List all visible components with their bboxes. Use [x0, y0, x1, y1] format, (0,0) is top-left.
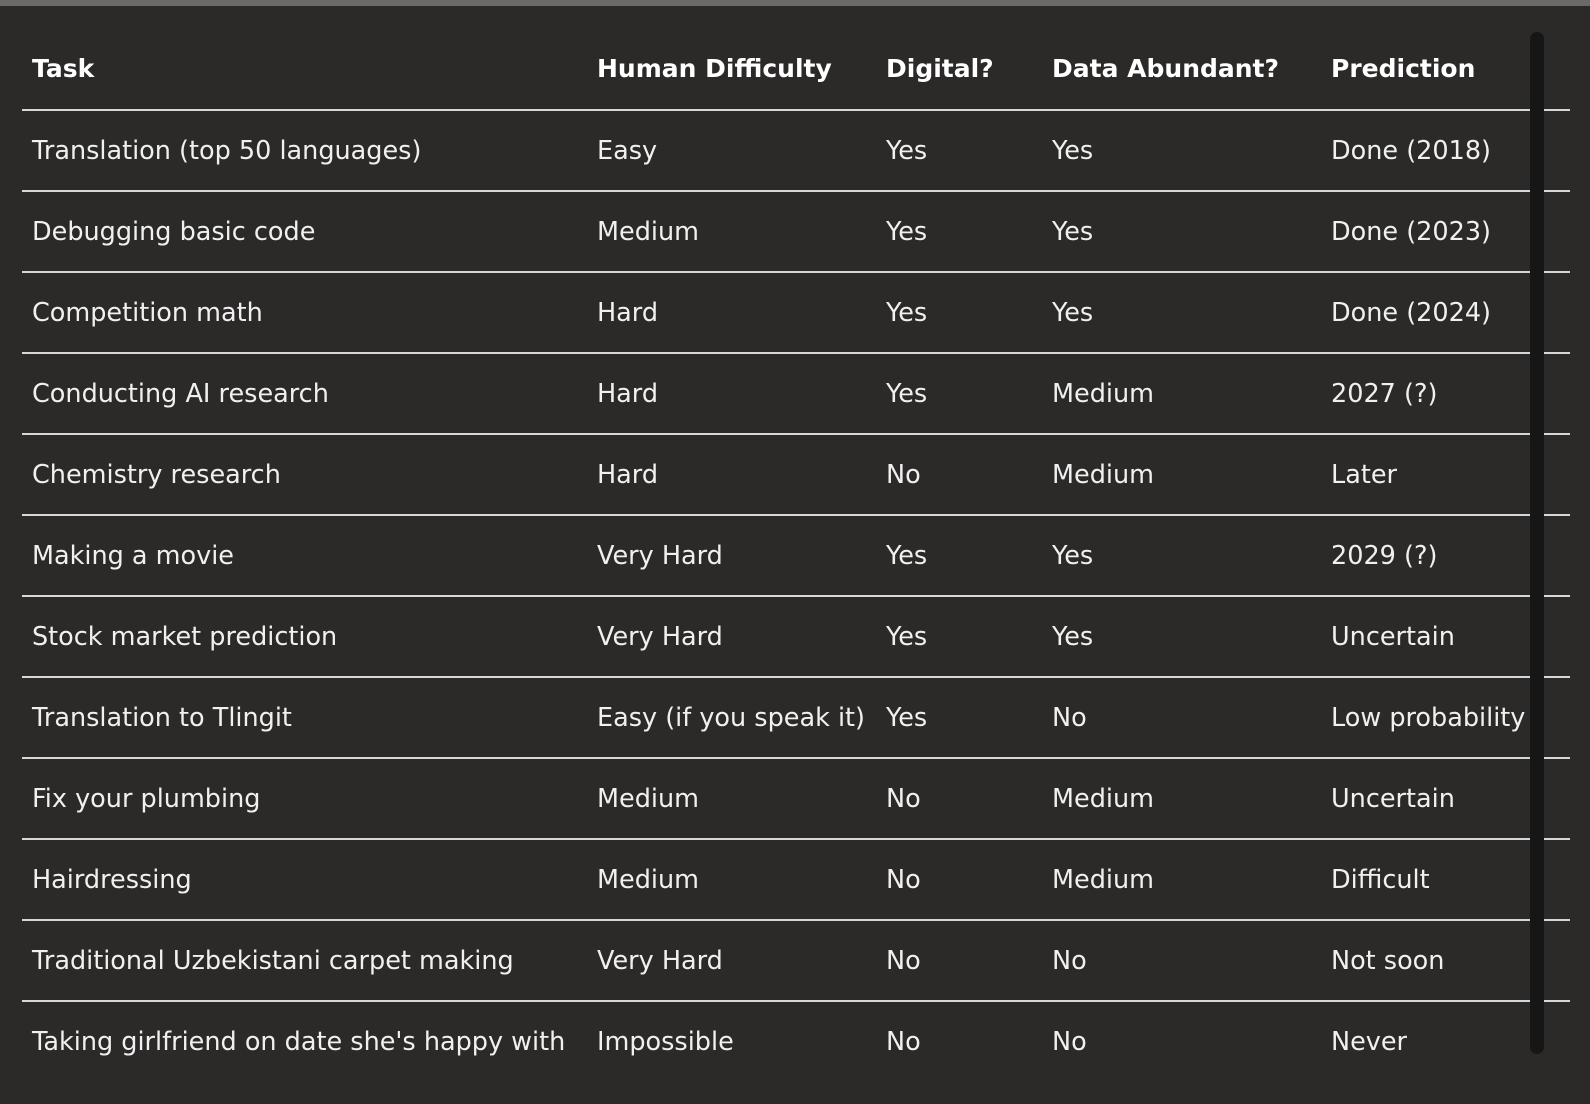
- cell-task: Stock market prediction: [22, 596, 587, 677]
- cell-prediction: Done (2018): [1321, 110, 1570, 191]
- cell-data-abundant: No: [1042, 677, 1321, 758]
- cell-data-abundant: Yes: [1042, 596, 1321, 677]
- cell-data-abundant: Yes: [1042, 110, 1321, 191]
- cell-data-abundant: Medium: [1042, 839, 1321, 920]
- cell-digital: Yes: [876, 110, 1042, 191]
- cell-digital: No: [876, 920, 1042, 1001]
- cell-digital: Yes: [876, 677, 1042, 758]
- table-row: [22, 920, 1570, 1001]
- cell-prediction: Uncertain: [1321, 758, 1570, 839]
- cell-prediction: Done (2023): [1321, 191, 1570, 272]
- cell-digital: Yes: [876, 353, 1042, 434]
- cell-digital: No: [876, 839, 1042, 920]
- cell-data-abundant: Medium: [1042, 353, 1321, 434]
- cell-data-abundant: Yes: [1042, 515, 1321, 596]
- cell-prediction: Not soon: [1321, 920, 1570, 1001]
- table-row: [22, 1001, 1570, 1081]
- cell-human-difficulty: Easy (if you speak it): [587, 677, 876, 758]
- cell-digital: Yes: [876, 272, 1042, 353]
- cell-human-difficulty: Hard: [587, 353, 876, 434]
- cell-human-difficulty: Hard: [587, 272, 876, 353]
- cell-human-difficulty: Very Hard: [587, 920, 876, 1001]
- cell-digital: No: [876, 758, 1042, 839]
- cell-prediction: Difficult: [1321, 839, 1570, 920]
- cell-prediction: 2027 (?): [1321, 353, 1570, 434]
- cell-task: Chemistry research: [22, 434, 587, 515]
- table-row: [22, 839, 1570, 920]
- table-row: [22, 353, 1570, 434]
- table-row: [22, 758, 1570, 839]
- vertical-scrollbar[interactable]: [1530, 32, 1544, 1054]
- table-row: [22, 272, 1570, 353]
- column-header-task: Task: [22, 28, 587, 110]
- cell-data-abundant: Yes: [1042, 191, 1321, 272]
- cell-human-difficulty: Very Hard: [587, 596, 876, 677]
- table-row: [22, 110, 1570, 191]
- cell-task: Fix your plumbing: [22, 758, 587, 839]
- cell-human-difficulty: Medium: [587, 191, 876, 272]
- prediction-table-container: [22, 28, 1570, 1081]
- cell-task: Translation (top 50 languages): [22, 110, 587, 191]
- cell-task: Conducting AI research: [22, 353, 587, 434]
- cell-data-abundant: Medium: [1042, 434, 1321, 515]
- cell-human-difficulty: Impossible: [597, 1026, 734, 1057]
- column-header-prediction: Prediction: [1321, 28, 1570, 110]
- cell-task: Translation to Tlingit: [22, 677, 587, 758]
- column-header-digital: Digital?: [876, 28, 1042, 110]
- cell-digital: Yes: [876, 515, 1042, 596]
- table-header-row: [22, 28, 1570, 110]
- cell-prediction: Uncertain: [1321, 596, 1570, 677]
- cell-task: Taking girlfriend on date she's happy with: [32, 1026, 566, 1057]
- cell-prediction: Never: [1331, 1026, 1408, 1057]
- cell-prediction: 2029 (?): [1321, 515, 1570, 596]
- table-row: [22, 191, 1570, 272]
- cell-prediction: Done (2024): [1321, 272, 1570, 353]
- cell-digital: Yes: [876, 191, 1042, 272]
- cell-task: Debugging basic code: [22, 191, 587, 272]
- table-row: [22, 434, 1570, 515]
- cell-task: Competition math: [22, 272, 587, 353]
- table-row: [22, 515, 1570, 596]
- column-header-data-abundant: Data Abundant?: [1042, 28, 1321, 110]
- cell-human-difficulty: Medium: [587, 758, 876, 839]
- cell-data-abundant: No: [1052, 1026, 1087, 1057]
- cell-digital: Yes: [876, 596, 1042, 677]
- prediction-table: [22, 28, 1570, 1081]
- cell-task: Making a movie: [22, 515, 587, 596]
- cell-human-difficulty: Very Hard: [587, 515, 876, 596]
- table-row: [22, 677, 1570, 758]
- column-header-human-difficulty: Human Difficulty: [587, 28, 876, 110]
- cell-human-difficulty: Easy: [587, 110, 876, 191]
- table-row: [22, 596, 1570, 677]
- cell-data-abundant: No: [1042, 920, 1321, 1001]
- cell-digital: No: [876, 434, 1042, 515]
- cell-human-difficulty: Hard: [587, 434, 876, 515]
- cell-digital: No: [886, 1026, 921, 1057]
- cell-prediction: Later: [1321, 434, 1570, 515]
- cell-task: Traditional Uzbekistani carpet making: [22, 920, 587, 1001]
- cell-human-difficulty: Medium: [587, 839, 876, 920]
- cell-task: Hairdressing: [22, 839, 587, 920]
- window-top-edge: [0, 0, 1590, 6]
- cell-prediction: Low probability: [1321, 677, 1570, 758]
- cell-data-abundant: Medium: [1042, 758, 1321, 839]
- cell-data-abundant: Yes: [1042, 272, 1321, 353]
